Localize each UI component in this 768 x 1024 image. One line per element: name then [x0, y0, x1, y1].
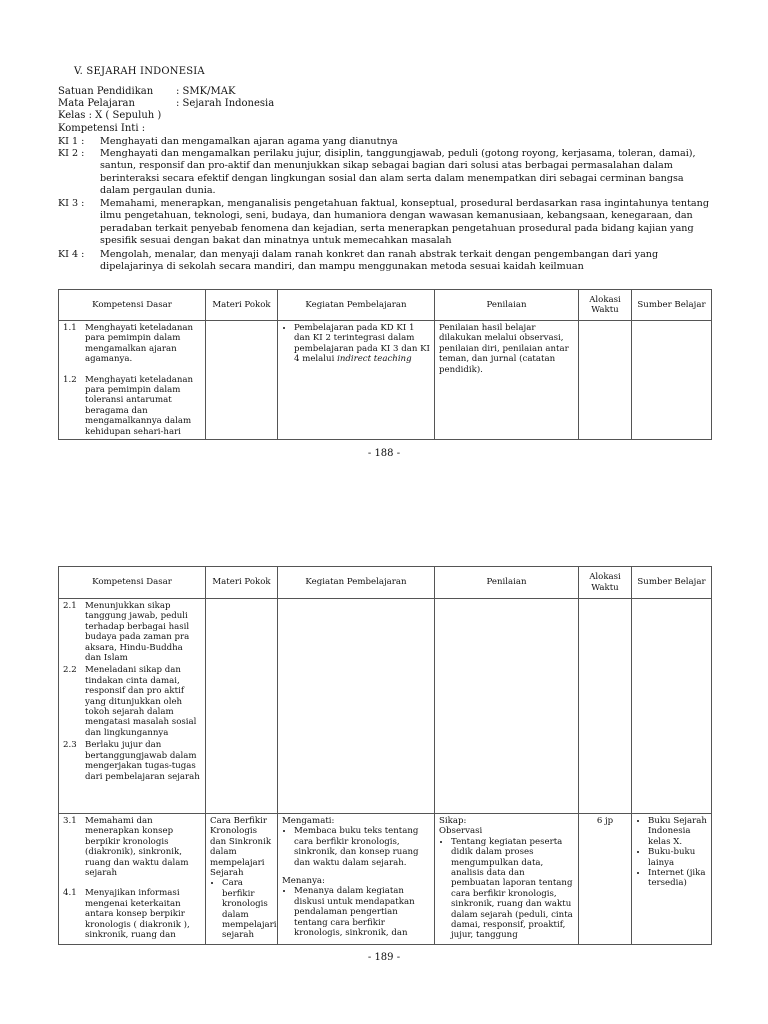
penilaian-cell — [435, 599, 579, 814]
table-row — [59, 814, 712, 945]
header-kegiatan: Kegiatan Pembelajaran — [278, 567, 435, 599]
kd-cell: 2.1 Menunjukkan sikap tanggung jawab, peduli terhadap berbagai hasil budaya pada zaman pra aksara, Hindu-Buddha dan Islam 2.2 Meneladani sikap dan tindakan cinta damai, responsif dan pro aktif yang ditunjukkan oleh tokoh sejarah dalam mengatasi masalah sosial dan lingkungannya 2.3 Berlaku jujur dan bertanggungjawab dalam mengerjakan tugas-tugas dari pembelajaran sejarah — [59, 599, 206, 814]
materi-cell — [206, 321, 278, 440]
header-materi: Materi Pokok — [206, 567, 278, 599]
header-alokasi: Alokasi Waktu — [579, 567, 632, 599]
table-kd-1 — [58, 289, 712, 440]
sumber-cell: • Buku Sejarah Indonesia kelas X. • Buku-buku lainya • Internet (jika tersedia) — [632, 814, 712, 945]
kegiatan-cell: Mengamati: • Membaca buku teks tentang cara berfikir kronologis, sinkronik, dan konsep ruang dan waktu dalam sejarah. Menanya: • Menanya dalam kegiatan diskusi untuk mendapatkan pendalaman pengertian tentang cara berfikir kronologis, sinkronik, dan — [278, 814, 435, 945]
table-header — [59, 567, 712, 599]
header-sumber: Sumber Belajar — [632, 567, 712, 599]
alokasi-cell: 6 jp — [579, 814, 632, 945]
header-kd: Kompetensi Dasar — [59, 567, 206, 599]
meta-kelas: Kelas : X ( Sepuluh ) — [58, 110, 162, 121]
meta-mapel: Mata Pelajaran : Sejarah Indonesia — [58, 98, 275, 109]
kegiatan-cell: • Pembelajaran pada KD KI 1 dan KI 2 terintegrasi dalam pembelajaran pada KI 3 dan KI 4 melalui indirect teaching — [278, 321, 435, 440]
penilaian-cell: Sikap: Observasi • Tentang kegiatan peserta didik dalam proses mengumpulkan data, analisis data dan pembuatan laporan tentang cara berfikir kronologis, sinkronik, ruang dan waktu dalam sejarah (peduli, cinta damai, responsif, proaktif, jujur, tanggung — [435, 814, 579, 945]
meta-kompetensi-inti: Kompetensi Inti : — [58, 123, 146, 134]
sumber-cell — [632, 599, 712, 814]
section-title: V. SEJARAH INDONESIA — [74, 66, 205, 77]
meta-satuan: Satuan Pendidikan : SMK/MAK — [58, 86, 236, 97]
table-row — [59, 321, 712, 440]
header-materi: Materi Pokok — [206, 290, 278, 321]
page-number-188: - 188 - — [367, 448, 401, 459]
header-alokasi: Alokasi Waktu — [579, 290, 632, 321]
header-penilaian: Penilaian — [435, 567, 579, 599]
header-kd: Kompetensi Dasar — [59, 290, 206, 321]
materi-cell: Cara Berfikir Kronologis dan Sinkronik dalam mempelajari Sejarah • Cara berfikir kronologis dalam mempelajari sejarah — [206, 814, 278, 945]
penilaian-cell: Penilaian hasil belajar dilakukan melalui observasi, penilaian diri, penilaian antar teman, dan jurnal (catatan pendidik). — [435, 321, 579, 440]
header-sumber: Sumber Belajar — [632, 290, 712, 321]
table-kd-2 — [58, 566, 712, 945]
alokasi-cell — [579, 599, 632, 814]
materi-cell — [206, 599, 278, 814]
kd-cell: 1.1 Menghayati keteladanan para pemimpin dalam mengamalkan ajaran agamanya. 1.2 Menghayati keteladanan para pemimpin dalam toleransi antarumat beragama dan mengamalkannya dalam kehidupan sehari-hari — [59, 321, 206, 440]
alokasi-cell — [579, 321, 632, 440]
sumber-cell — [632, 321, 712, 440]
header-penilaian: Penilaian — [435, 290, 579, 321]
header-kegiatan: Kegiatan Pembelajaran — [278, 290, 435, 321]
kd-cell: 3.1 Memahami dan menerapkan konsep berpikir kronologis (diakronik), sinkronik, ruang dan waktu dalam sejarah 4.1 Menyajikan informasi mengenai keterkaitan antara konsep berpikir kronologis ( diakronik ), sinkronik, ruang dan — [59, 814, 206, 945]
table-row — [59, 599, 712, 814]
page-number-189: - 189 - — [367, 952, 401, 963]
kegiatan-cell — [278, 599, 435, 814]
table-header — [59, 290, 712, 321]
